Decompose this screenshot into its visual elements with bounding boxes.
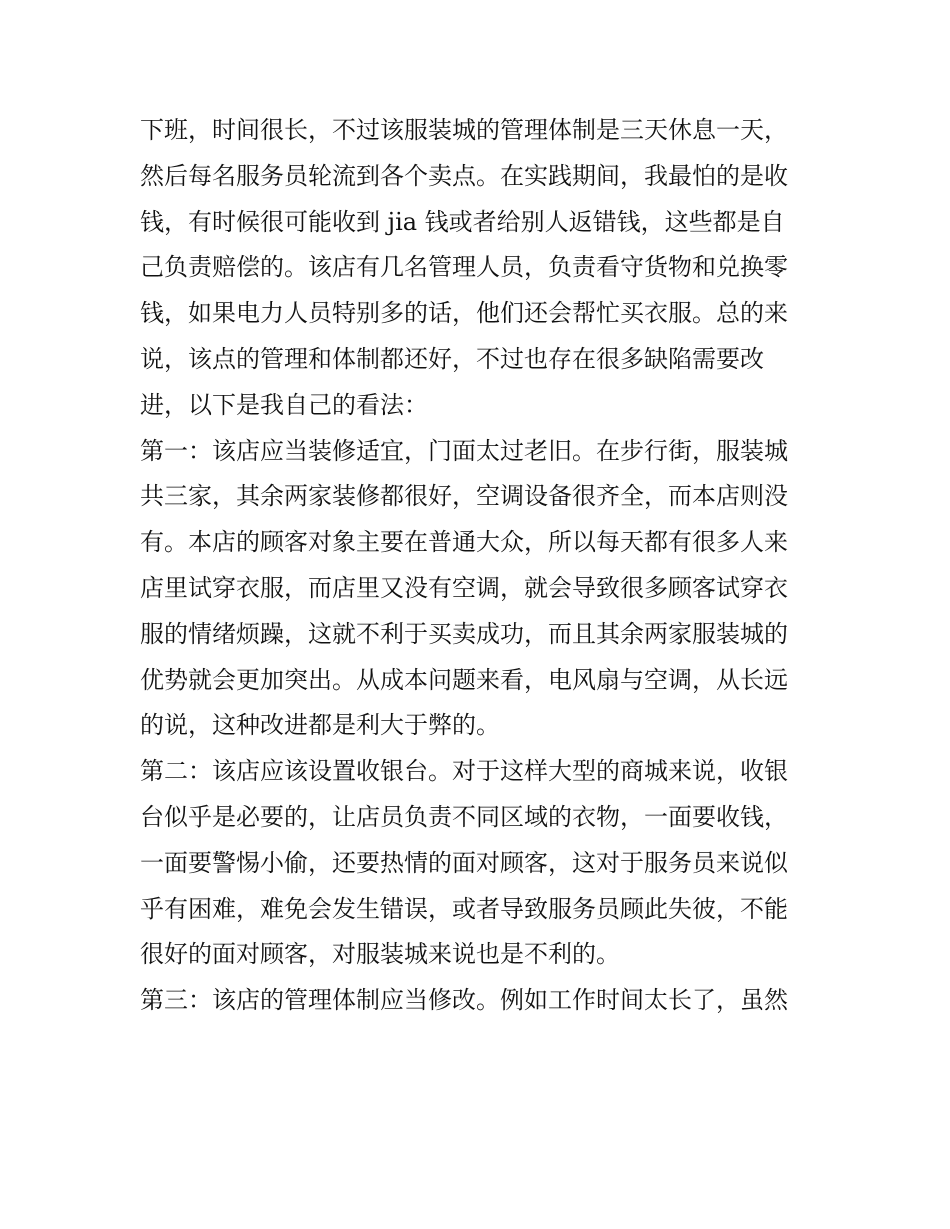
text-line: 乎有困难，难免会发生错误，或者导致服务员顾此失彼，不能 <box>140 894 788 923</box>
text-line: 然后每名服务员轮流到各个卖点。在实践期间，我最怕的是收 <box>140 161 788 190</box>
text-line: 有。本店的顾客对象主要在普通大众，所以每天都有很多人来 <box>140 528 788 557</box>
text-line: 很好的面对顾客，对服装城来说也是不利的。 <box>140 940 620 969</box>
text-line: 台似乎是必要的，让店员负责不同区域的衣物，一面要收钱， <box>140 802 788 831</box>
text-line: 店里试穿衣服，而店里又没有空调，就会导致很多顾客试穿衣 <box>140 573 788 602</box>
text-line: 优势就会更加突出。从成本问题来看，电风扇与空调，从长远 <box>140 665 788 694</box>
text-line: 一面要警惕小偷，还要热情的面对顾客，这对于服务员来说似 <box>140 848 788 877</box>
text-line: 下班，时间很长，不过该服装城的管理体制是三天休息一天， <box>140 116 788 144</box>
text-line: 钱，有时候很可能收到 jia 钱或者给别人返错钱，这些都是自 <box>140 207 785 236</box>
text-line: 服的情绪烦躁，这就不利于买卖成功，而且其余两家服装城的 <box>140 619 788 648</box>
text-line: 己负责赔偿的。该店有几名管理人员，负责看守货物和兑换零 <box>140 253 788 282</box>
body-text <box>140 108 830 1024</box>
text-line: 第三：该店的管理体制应当修改。例如工作时间太长了，虽然 <box>140 986 788 1015</box>
text-line: 第二：该店应该设置收银台。对于这样大型的商城来说，收银 <box>140 757 788 786</box>
text-line: 第一：该店应当装修适宜，门面太过老旧。在步行街，服装城 <box>140 436 788 465</box>
text-line: 的说，这种改进都是利大于弊的。 <box>140 711 500 740</box>
text-line: 共三家，其余两家装修都很好，空调设备很齐全，而本店则没 <box>140 482 788 511</box>
text-line: 钱，如果电力人员特别多的话，他们还会帮忙买衣服。总的来 <box>140 299 788 328</box>
text-line: 说，该点的管理和体制都还好，不过也存在很多缺陷需要改 <box>140 344 764 373</box>
text-line: 进，以下是我自己的看法： <box>140 390 428 419</box>
